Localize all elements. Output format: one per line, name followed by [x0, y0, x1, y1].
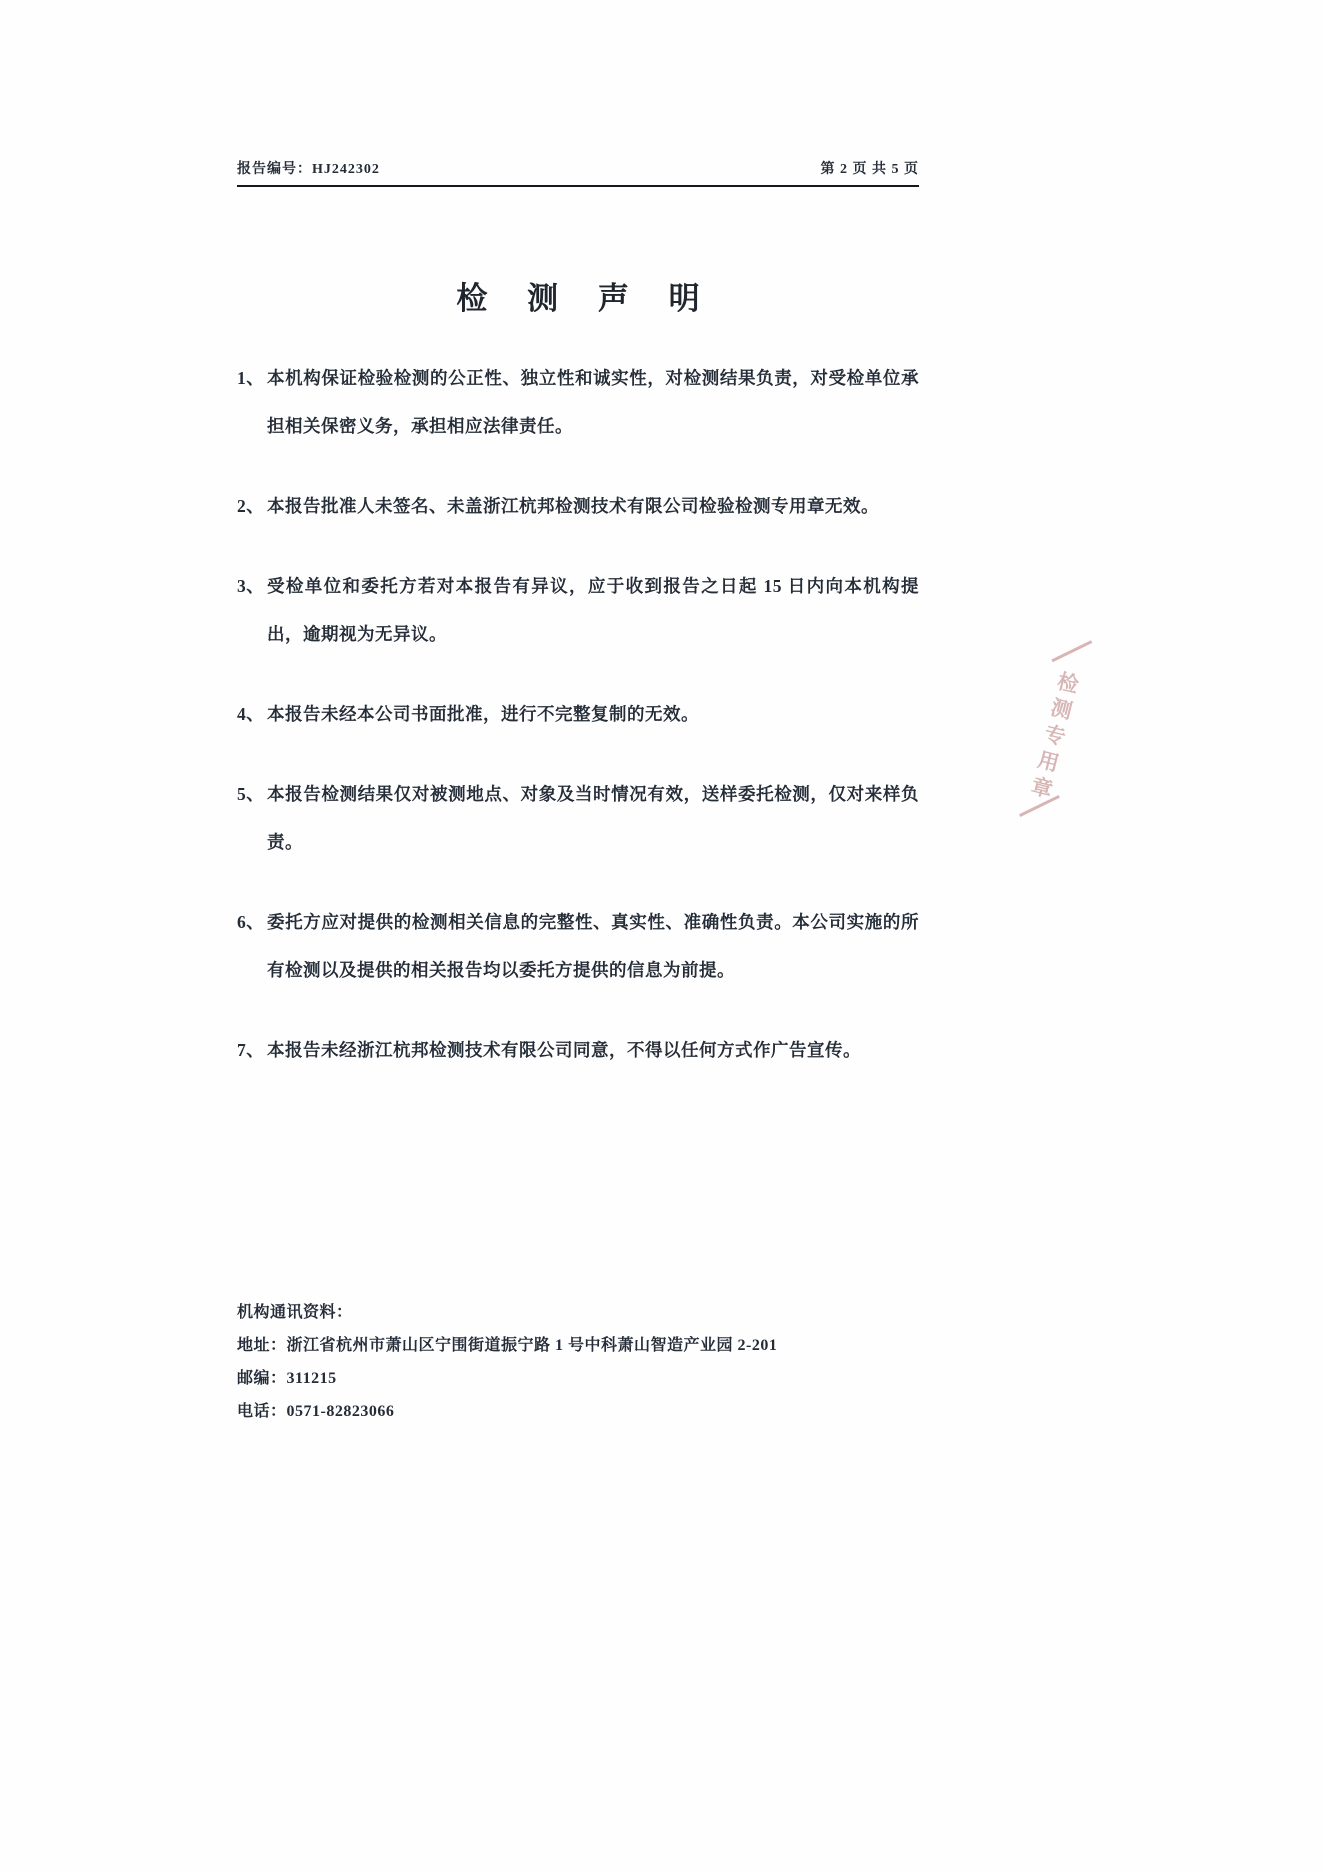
item-text: 本报告检测结果仅对被测地点、对象及当时情况有效，送样委托检测，仅对来样负责。: [267, 784, 919, 852]
item-text: 本报告未经浙江杭邦检测技术有限公司同意，不得以任何方式作广告宣传。: [267, 1040, 861, 1060]
declaration-item-3: [237, 562, 919, 658]
stamp-watermark-inner: [991, 625, 1116, 870]
item-number: 3、: [237, 576, 265, 596]
contact-address: 地址：浙江省杭州市萧山区宁围街道振宁路 1 号中科萧山智造产业园 2-201: [237, 1337, 778, 1354]
page-header: [237, 158, 919, 187]
declaration-item-1: [237, 354, 919, 450]
contact-postcode: 邮编：311215: [237, 1370, 337, 1387]
item-text: 受检单位和委托方若对本报告有异议，应于收到报告之日起 15 日内向本机构提出，逾期视为无异议。: [267, 576, 919, 644]
stamp-watermark: [1018, 630, 1088, 865]
item-number: 4、: [237, 704, 265, 724]
contact-phone: 电话：0571-82823066: [237, 1403, 395, 1420]
item-text: 本机构保证检验检测的公正性、独立性和诚实性，对检测结果负责，对受检单位承担相关保密义务，承担相应法律责任。: [267, 368, 919, 436]
document-title: 检 测 声 明: [456, 281, 716, 316]
declaration-item-2: [237, 482, 919, 530]
report-number: 报告编号：HJ242302: [237, 162, 380, 177]
page-indicator: 第 2 页 共 5 页: [820, 162, 919, 177]
declaration-list: [237, 354, 919, 1074]
stamp-text: 检测专用章: [1025, 668, 1082, 806]
stamp-edge-line: [1019, 795, 1060, 817]
contact-heading: 机构通讯资料：: [237, 1304, 353, 1321]
contact-block: [237, 1296, 919, 1428]
declaration-item-6: [237, 898, 919, 994]
declaration-item-7: [237, 1026, 919, 1074]
item-number: 1、: [237, 368, 265, 388]
document-content: [237, 158, 919, 1428]
item-number: 5、: [237, 784, 265, 804]
declaration-item-5: [237, 770, 919, 866]
item-text: 本报告批准人未签名、未盖浙江杭邦检测技术有限公司检验检测专用章无效。: [267, 496, 879, 516]
item-text: 委托方应对提供的检测相关信息的完整性、真实性、准确性负责。本公司实施的所有检测以及提供的相关报告均以委托方提供的信息为前提。: [267, 912, 919, 980]
stamp-edge-line: [1051, 640, 1092, 662]
item-number: 7、: [237, 1040, 265, 1060]
declaration-item-4: [237, 690, 919, 738]
item-number: 6、: [237, 912, 265, 932]
item-text: 本报告未经本公司书面批准，进行不完整复制的无效。: [267, 704, 699, 724]
item-number: 2、: [237, 496, 265, 516]
